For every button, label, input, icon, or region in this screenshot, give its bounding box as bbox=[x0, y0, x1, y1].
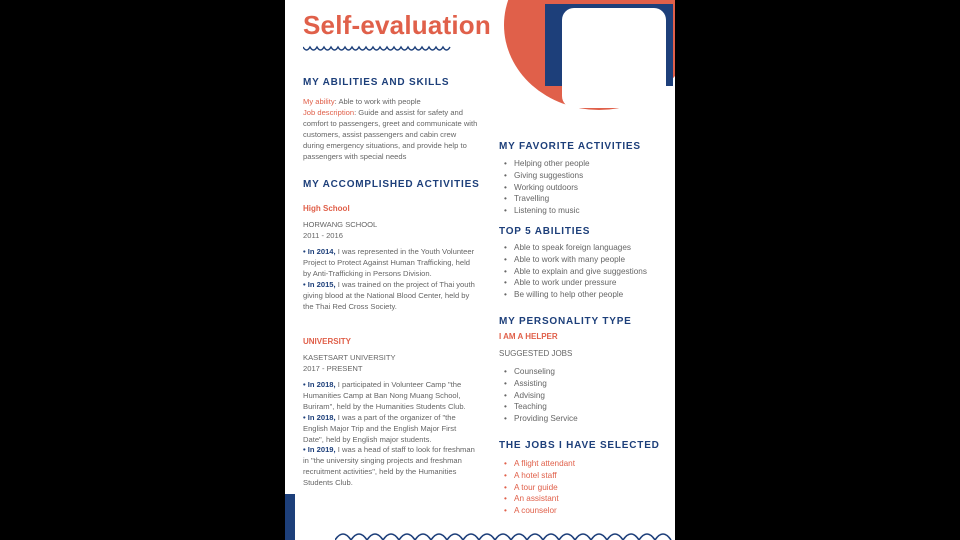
list-item: • Listening to music bbox=[504, 206, 580, 216]
entry-text: I was represented in the Youth Volunteer Project to Protect Against Human Trafficking, held by Anti-Trafficking in Persons Division. bbox=[303, 247, 475, 278]
entry-year: In 2018, bbox=[307, 412, 336, 422]
high-school-years: 2011 - 2016 bbox=[303, 230, 343, 240]
entry-text: I was a head of staff to look for freshman in "the university singing projects and freshman recruitment activities", held by the Humanities Students Club. bbox=[303, 445, 475, 488]
high-school-name: HORWANG SCHOOL bbox=[303, 220, 378, 229]
entry-text: I participated in Volunteer Camp "the Humanities Camp at Ban Nong Muang School, Buriram", held by the Humanities Students Club. bbox=[303, 380, 466, 411]
list-item: • A hotel staff bbox=[504, 470, 557, 480]
entry-year: In 2018, bbox=[307, 380, 336, 389]
wave-divider bbox=[303, 44, 453, 54]
list-item: • Able to work under pressure bbox=[504, 278, 617, 288]
list-item: • Able to work with many people bbox=[504, 254, 626, 264]
top5-list bbox=[504, 242, 647, 301]
entry-year: In 2015, bbox=[307, 279, 336, 289]
personality-type: I AM A HELPER bbox=[499, 332, 558, 341]
list-item: • Working outdoors bbox=[504, 182, 579, 192]
list-item: • Teaching bbox=[504, 402, 547, 412]
high-school-entries: • In 2014, I was represented in the Youth Volunteer Project to Protect Against Human Trafficking, held by Anti-Trafficking in Persons Division. • In 2015, I was trained on the project of Thai youth giving blood at the National Blood Center, held by the Thai Red Cross Society. bbox=[303, 247, 475, 311]
ability-text: : Able to work with people bbox=[334, 97, 421, 106]
decorative-corner bbox=[285, 494, 295, 540]
list-item: • Counseling bbox=[504, 367, 555, 376]
list-item: • Travelling bbox=[504, 194, 550, 204]
university-years: 2017 - PRESENT bbox=[303, 363, 363, 373]
abilities-heading: MY ABILITIES AND SKILLS bbox=[303, 77, 450, 88]
list-item: • Assisting bbox=[504, 378, 547, 388]
list-item: • A tour guide bbox=[504, 482, 558, 492]
job-description-label: Job description bbox=[303, 107, 355, 117]
top5-heading: TOP 5 ABILITIES bbox=[499, 226, 591, 237]
list-item: • A counselor bbox=[504, 506, 557, 516]
list-item: • Advising bbox=[504, 390, 545, 400]
list-item: • A flight attendant bbox=[504, 459, 575, 468]
university-entries: • In 2018, I participated in Volunteer Camp "the Humanities Camp at Ban Nong Muang School, Buriram", held by the Humanities Students Club. • In 2018, I was a part of the organizer of "the English Major Trip and the English Major First Date", held by English major students. • In 2019, I was a head of staff to look for freshman in "the university singing projects and freshman recruitment activities", held by the Humanities Students Club. bbox=[303, 380, 475, 488]
resume-page bbox=[285, 0, 675, 540]
list-item: • Be willing to help other people bbox=[504, 290, 624, 300]
abilities-text bbox=[303, 97, 479, 162]
entry-text: I was a part of the organizer of "the English Major Trip and the English Major First Date", held by English major students. bbox=[303, 412, 457, 444]
favorite-list bbox=[504, 158, 590, 217]
favorite-heading: MY FAVORITE ACTIVITIES bbox=[499, 141, 641, 152]
profile-photo bbox=[562, 8, 666, 108]
list-item: • Giving suggestions bbox=[504, 170, 584, 180]
high-school-label: High School bbox=[303, 204, 350, 213]
entry-year: In 2019, bbox=[307, 445, 336, 455]
list-item: • Able to explain and give suggestions bbox=[504, 266, 647, 276]
list-item: • An assistant bbox=[504, 494, 559, 504]
personality-heading: MY PERSONALITY TYPE bbox=[499, 316, 632, 327]
list-item: • Providing Service bbox=[504, 414, 578, 424]
list-item: • Able to speak foreign languages bbox=[504, 243, 631, 252]
job-description-text: : Guide and assist for safety and comfort to passengers, greet and communicate with customers, assist passengers and cabin crew during emergency situations, and provide help to passengers with special needs bbox=[303, 107, 478, 161]
accomplished-heading: MY ACCOMPLISHED ACTIVITIES bbox=[303, 179, 480, 190]
page-title: Self-evaluation bbox=[303, 10, 491, 40]
university-name: KASETSART UNIVERSITY bbox=[303, 353, 396, 362]
wave-divider-bottom bbox=[335, 528, 675, 540]
selected-jobs-heading: THE JOBS I HAVE SELECTED bbox=[499, 440, 660, 451]
entry-text: I was trained on the project of Thai youth giving blood at the National Blood Center, held by the Thai Red Cross Society. bbox=[303, 279, 475, 311]
university-label: UNIVERSITY bbox=[303, 337, 352, 346]
university-info bbox=[303, 353, 479, 375]
suggested-jobs-list bbox=[504, 366, 578, 425]
ability-label: My ability bbox=[303, 97, 335, 106]
suggested-jobs-label: SUGGESTED JOBS bbox=[499, 349, 573, 358]
list-item: • Helping other people bbox=[504, 159, 590, 168]
selected-jobs-list bbox=[504, 458, 575, 517]
entry-year: In 2014, bbox=[307, 247, 336, 256]
high-school-info bbox=[303, 220, 479, 242]
